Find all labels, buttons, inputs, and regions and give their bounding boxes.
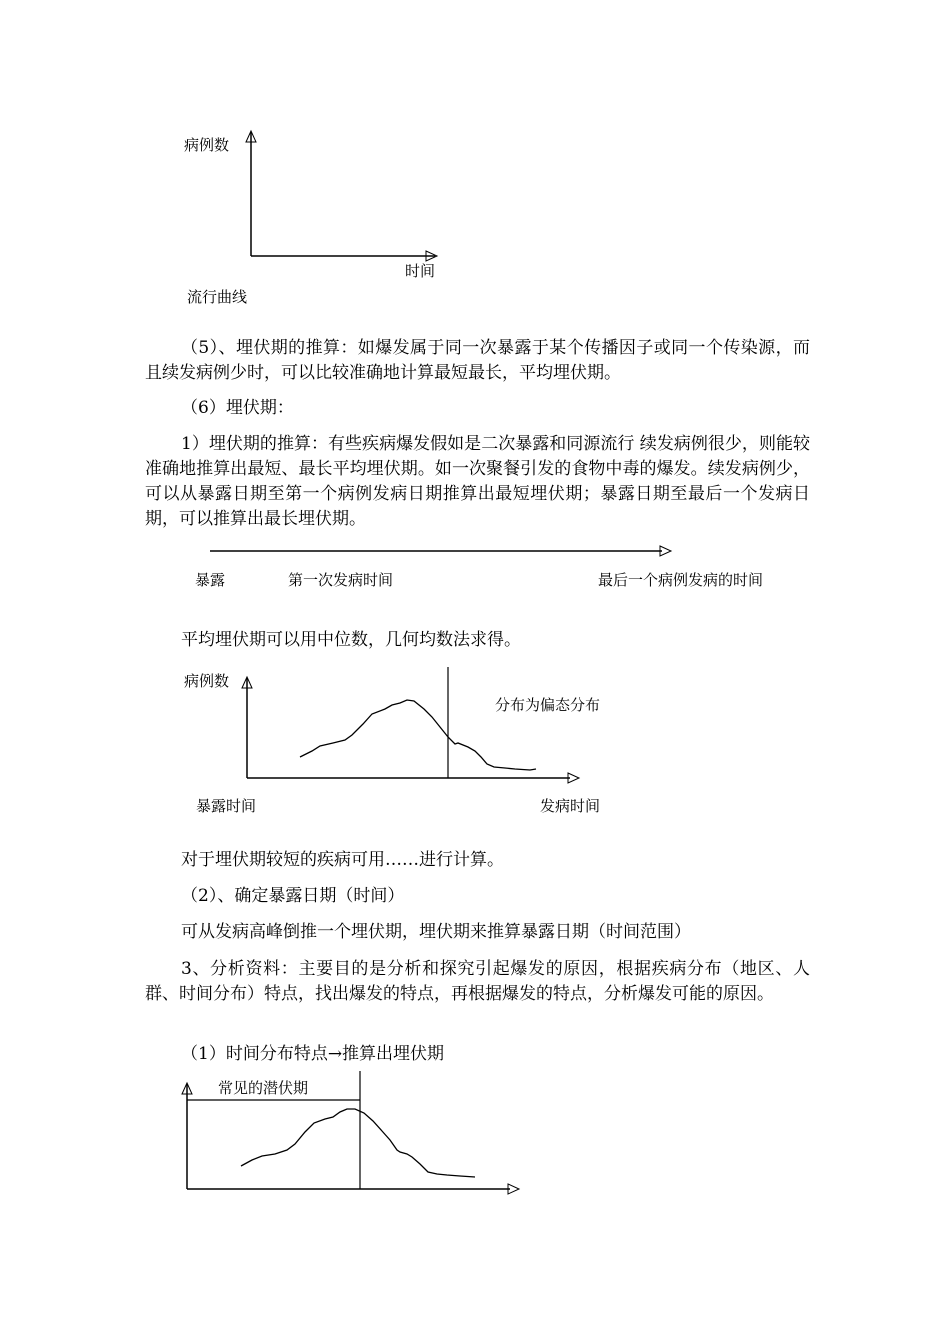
figure3-distribution-curve [241,1109,475,1177]
figure1-caption: 流行曲线 [187,288,248,306]
paragraph-data-analysis: 3、分析资料：主要目的是分析和探究引起爆发的原因，根据疾病分布（地区、人群、时间分布）特点，找出爆发的特点，再根据爆发的特点，分析爆发可能的原因。 [145,959,810,1004]
paragraph-exposure-date-heading: （2）、确定暴露日期（时间） [181,886,405,906]
paragraph-mean-incubation: 平均埋伏期可以用中位数，几何均数法求得。 [181,630,521,650]
timeline-last-case-label: 最后一个病例发病的时间 [598,571,764,589]
figure2-x-end-label: 发病时间 [540,797,601,815]
figure1-x-label: 时间 [405,262,436,280]
figure1-y-label: 病例数 [184,136,230,154]
paragraph-incubation-calculation: 1）埋伏期的推算：有些疾病爆发假如是二次暴露和同源流行 续发病例很少，则能较准确地推算出最短、最长平均埋伏期。如一次聚餐引发的食物中毒的爆发。续发病例少，可以从暴露日期至第一个病例发病日期推算出最短埋伏期；暴露日期至最后一个发病日期，可以推算出最长埋伏期。 [145,434,810,529]
paragraph-time-distribution: （1）时间分布特点→推算出埋伏期 [181,1044,445,1064]
timeline-first-case-label: 第一次发病时间 [288,571,394,589]
figure2-annotation: 分布为偏态分布 [495,696,601,714]
paragraph-incubation-heading: （6）埋伏期： [181,398,294,418]
paragraph-short-incubation: 对于埋伏期较短的疾病可用……进行计算。 [181,850,504,870]
figure2-y-label: 病例数 [184,672,230,690]
paragraph-incubation-estimation: （5）、埋伏期的推算：如爆发属于同一次暴露于某个传播因子或同一个传染源，而且续发病例少时，可以比较准确地计算最短最长，平均埋伏期。 [145,338,810,383]
paragraph-exposure-date-method: 可从发病高峰倒推一个埋伏期，埋伏期来推算暴露日期（时间范围） [181,922,691,942]
figure2-x-start-label: 暴露时间 [196,797,257,815]
figure3-bracket-label: 常见的潜伏期 [218,1079,309,1097]
timeline-exposure-label: 暴露 [195,571,226,589]
